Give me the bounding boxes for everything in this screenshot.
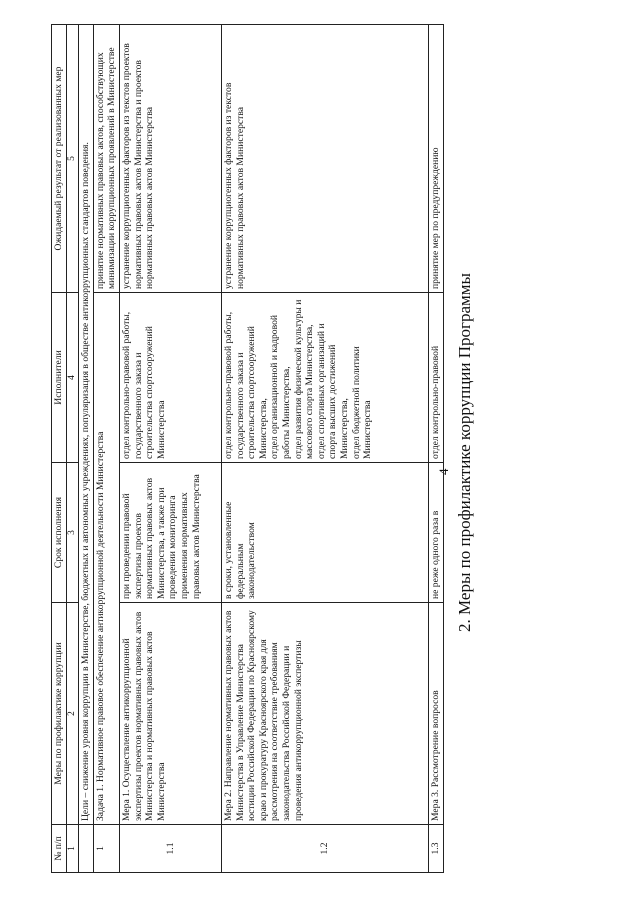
header-measures: Меры по профилактике коррупции bbox=[52, 603, 67, 825]
row-result: устранение коррупциогенных факторов из текстов нормативных правовых актов Министерства bbox=[221, 25, 428, 293]
table-row bbox=[119, 25, 221, 873]
header-row bbox=[52, 25, 67, 873]
column-number-row bbox=[66, 25, 79, 873]
header-num: № п/п bbox=[52, 825, 67, 873]
row-result: устранение коррупциогенных факторов из текстов проектов нормативных правовых актов Министерства и проектов нормативных правовых актов Министерства bbox=[119, 25, 221, 293]
table-row bbox=[221, 25, 428, 873]
header-result: Ожидаемый результат от реализованных мер bbox=[52, 25, 67, 293]
task-result: принятие нормативных правовых актов, способствующих минимизации коррупционных проявлений в Министерстве bbox=[93, 25, 119, 293]
goal-text: Цели – снижение уровня коррупции в Министерстве, бюджетных и автономных учреждениях, популяризация в обществе антикоррупционных стандартов поведения. bbox=[79, 25, 94, 825]
row-num: 1.2 bbox=[221, 825, 428, 873]
row-measure: Мера 2. Направление нормативных правовых актов Министерства в Управление Министерства юстиции Российской Федерации по Красноярскому краю и прокуратуру Красноярского края для рассмотрения на соответствие требованиям законодательства Российской Федерации и проведения антикоррупционной экспертизы bbox=[221, 603, 428, 825]
task-num: 1 bbox=[93, 825, 119, 873]
col-number: 5 bbox=[66, 25, 79, 293]
row-executors: отдел контрольно-правовой работы, государственного заказа и строительства спортсооружений Министерства, отдел организационной и кадровой работы Министерства, отдел развития физической культуры и массового спорта Министерства, отдел спортивных организаций и спорта высших достижений Министерства, отдел бюджетной политики Министерства bbox=[221, 293, 428, 463]
row-executors: отдел контрольно-правовой bbox=[428, 293, 443, 463]
row-executors: отдел контрольно-правовой работы, государственного заказа и строительства спортсооружений Министерства bbox=[119, 293, 221, 463]
task-text: Задача 1. Нормативное правовое обеспечение антикоррупционной деятельности Министерства bbox=[93, 293, 119, 825]
row-measure: Мера 3. Рассмотрение вопросов bbox=[428, 603, 443, 825]
row-num: 1.3 bbox=[428, 825, 443, 873]
row-num: 1.1 bbox=[119, 825, 221, 873]
row-result: принятие мер по предупреждению bbox=[428, 25, 443, 293]
row-term: не реже одного раза в bbox=[428, 463, 443, 603]
col-number: 2 bbox=[66, 603, 79, 825]
col-number: 3 bbox=[66, 463, 79, 603]
col-number: 4 bbox=[66, 293, 79, 463]
row-term: в сроки, установленные федеральным законодательством bbox=[221, 463, 428, 603]
goal-num-cell bbox=[79, 825, 94, 873]
measures-table bbox=[51, 24, 444, 873]
goal-row bbox=[79, 25, 94, 873]
header-executors: Исполнители bbox=[52, 293, 67, 463]
table-row bbox=[428, 25, 443, 873]
section-heading: 2. Меры по профилактике коррупции Программы bbox=[455, 273, 474, 632]
col-number: 1 bbox=[66, 825, 79, 873]
row-term: при проведении правовой экспертизы проектов нормативных правовых актов Министерства, а также при проведении мониторинга применения нормативных правовых актов Министерства bbox=[119, 463, 221, 603]
page-number: 4 bbox=[436, 468, 451, 475]
row-measure: Мера 1. Осуществление антикоррупционной экспертизы проектов нормативных правовых актов Министерства и нормативных правовых актов Министерства bbox=[119, 603, 221, 825]
task-row bbox=[93, 25, 119, 873]
header-term: Срок исполнения bbox=[52, 463, 67, 603]
